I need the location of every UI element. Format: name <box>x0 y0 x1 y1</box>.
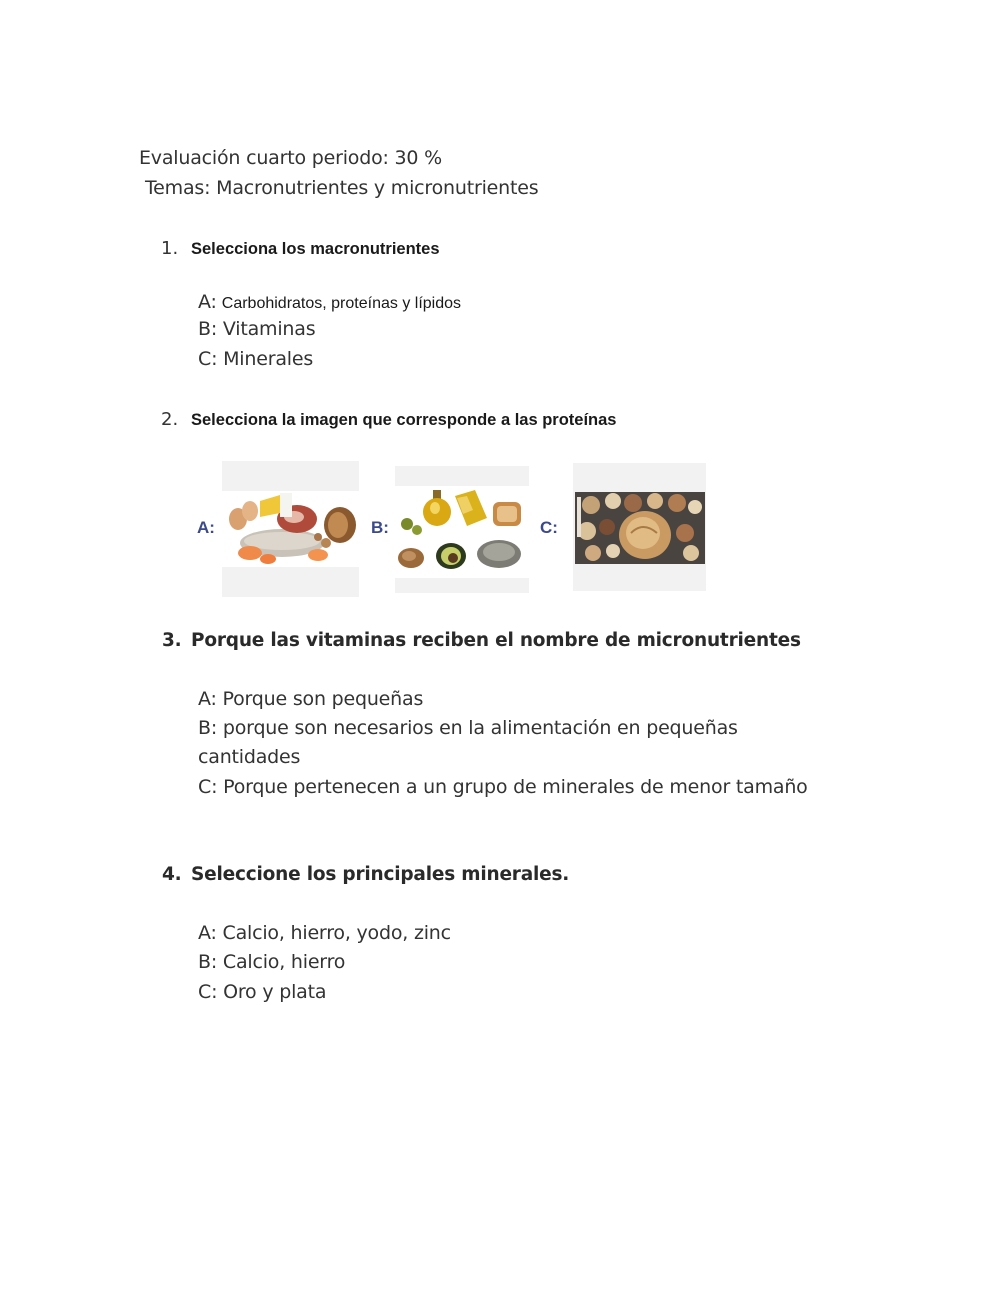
question-1-option-b[interactable]: B: Vitaminas <box>198 318 316 340</box>
grains-cereals-image[interactable] <box>573 463 706 591</box>
question-4-text: Seleccione los principales minerales. <box>191 864 570 885</box>
question-3-option-a[interactable]: A: Porque son pequeñas <box>198 688 424 710</box>
image-option-c-label[interactable]: C: <box>540 518 558 537</box>
question-3-option-c[interactable]: C: Porque pertenecen a un grupo de minerales de menor tamaño <box>198 776 808 798</box>
protein-foods-image[interactable] <box>222 461 359 597</box>
question-3-number: 3. <box>162 630 182 651</box>
option-letter: A: <box>198 291 217 313</box>
fats-oils-illustration <box>395 466 529 593</box>
evaluation-title: Evaluación cuarto periodo: 30 % <box>139 147 443 169</box>
question-1-text: Selecciona los macronutrientes <box>191 240 440 258</box>
question-4-option-a[interactable]: A: Calcio, hierro, yodo, zinc <box>198 922 451 944</box>
grains-cereals-illustration <box>573 463 706 591</box>
image-option-a-label[interactable]: A: <box>197 518 215 537</box>
question-1-option-a[interactable] <box>198 291 461 313</box>
question-1-number: 1. <box>161 238 179 259</box>
question-4-option-c[interactable]: C: Oro y plata <box>198 981 327 1003</box>
question-3-text: Porque las vitaminas reciben el nombre de micronutrientes <box>191 630 801 651</box>
option-text: Carbohidratos, proteínas y lípidos <box>221 295 462 312</box>
question-4-option-b[interactable]: B: Calcio, hierro <box>198 951 346 973</box>
protein-foods-illustration <box>222 461 359 597</box>
image-option-b-label[interactable]: B: <box>371 518 389 537</box>
fats-oils-image[interactable] <box>395 466 529 593</box>
question-2-text: Selecciona la imagen que corresponde a las proteínas <box>191 411 617 429</box>
question-3-option-b[interactable]: B: porque son necesarios en la alimentación en pequeñas <box>198 717 738 739</box>
question-4-number: 4. <box>162 864 182 885</box>
topics-title: Temas: Macronutrientes y micronutrientes <box>145 177 539 199</box>
question-1-option-c[interactable]: C: Minerales <box>198 348 314 370</box>
question-3-option-b-continued[interactable]: cantidades <box>198 746 301 768</box>
question-2-number: 2. <box>161 409 179 430</box>
